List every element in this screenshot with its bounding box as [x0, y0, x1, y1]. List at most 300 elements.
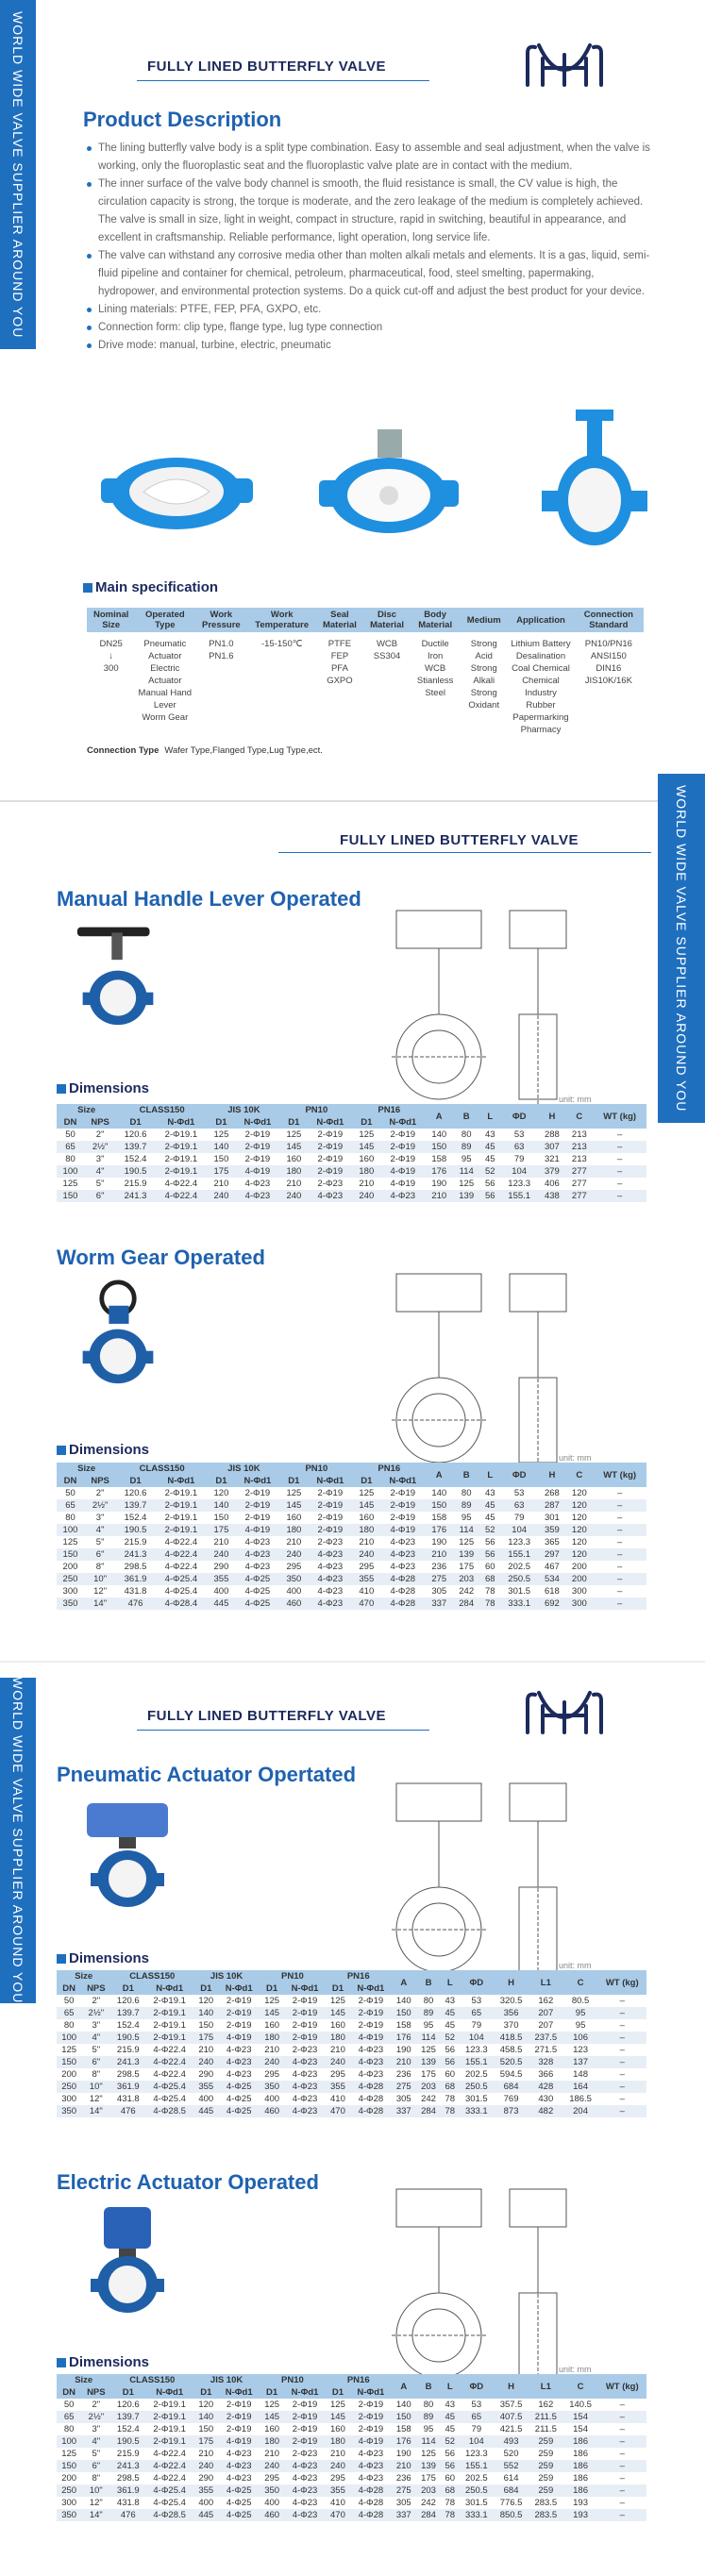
table-cell: 4" [81, 2032, 110, 2044]
col-head: H [538, 1463, 565, 1487]
table-cell: 186 [563, 2460, 598, 2472]
table-cell: 4-Φ22.4 [153, 2045, 186, 2055]
table-cell: 2-Φ19 [235, 1499, 280, 1512]
table-cell: 4-Φ23 [358, 2449, 384, 2459]
table-cell: 155.1 [500, 1548, 539, 1561]
table-cell: 125 [421, 2045, 436, 2055]
col-head: NPS [81, 1982, 110, 1995]
col-head: D1 [260, 2386, 284, 2399]
table-cell: 2-Φ19 [292, 2400, 318, 2410]
table-cell: 139.7 [110, 2007, 145, 2019]
table-row [57, 1536, 646, 1548]
table-cell: 2-Φ19.1 [155, 1165, 208, 1178]
table-cell: 202.5 [464, 2069, 488, 2080]
table-cell: 180 [353, 1524, 380, 1536]
table-cell: 95 [461, 1154, 472, 1164]
table-cell: 215.9 [124, 1537, 147, 1547]
table-cell: – [597, 2460, 646, 2472]
table-cell: 850.5 [494, 2509, 529, 2521]
table-cell: 241.3 [116, 1548, 155, 1561]
table-cell: 4-Φ23 [235, 1190, 280, 1202]
connection-type [87, 745, 323, 756]
col-head: PN10 [260, 2374, 326, 2386]
table-cell: 400 [264, 2498, 280, 2508]
table-cell: 2-Φ19 [226, 2020, 252, 2031]
table-cell: – [619, 2020, 625, 2031]
col-head: DN [57, 1475, 84, 1487]
table-cell: 4-Φ22.4 [153, 2449, 186, 2459]
table-cell: 79 [513, 1154, 525, 1164]
table-cell: 213 [571, 1129, 587, 1140]
col-head: D1 [193, 1982, 218, 1995]
table-cell: 2-Φ19.1 [155, 1524, 208, 1536]
table-row [57, 2007, 646, 2019]
table-cell: 3" [92, 2424, 101, 2434]
col-head: L [441, 2374, 459, 2399]
table-cell: 2-Φ19 [317, 1513, 344, 1523]
desc-paragraph: The inner surface of the valve body channel is smooth, the fluid resistance is small, the CV value is high, the circulation capacity is strong, the torque is moderate, and the zero leakage of the medium is completely achieved. The valve is small in size, light in weight, compact in structure, rapid in switching, beautiful in appearance, and excellent in craftsmanship. Reliable performance, light operation, long service life. [87, 176, 653, 247]
col-head: WT (kg) [593, 1104, 646, 1129]
table-cell: 290 [213, 1562, 229, 1572]
table-cell: 2-Φ19.1 [164, 1129, 198, 1140]
table-cell: 295 [330, 2473, 345, 2484]
table-cell: 300 [61, 2094, 77, 2104]
table-cell: 2" [92, 1996, 101, 2006]
table-cell: 65 [57, 1499, 84, 1512]
table-cell: – [597, 2081, 646, 2093]
table-cell: 2-Φ19 [218, 2411, 260, 2423]
table-cell: 2-Φ19 [358, 1996, 384, 2006]
table-cell: 155.1 [500, 1190, 539, 1202]
table-cell: 210 [198, 2449, 214, 2459]
table-cell: 2-Φ19.1 [164, 1488, 198, 1498]
table-cell: 2-Φ19 [308, 1499, 353, 1512]
table-cell: 290 [198, 2473, 214, 2484]
table-cell: 333.1 [500, 1597, 539, 1610]
table-cell: 78 [485, 1586, 495, 1597]
table-cell: 4-Φ23 [317, 1562, 344, 1572]
valve-photo [76, 2199, 179, 2321]
table-cell: 2-Φ19 [284, 2435, 326, 2448]
table-cell: 298.5 [116, 2069, 140, 2080]
table-cell: 43 [445, 1996, 456, 2006]
table-cell: 4-Φ23 [292, 2094, 318, 2104]
table-row [57, 2105, 646, 2117]
table-cell: 2-Φ19.1 [164, 1513, 198, 1523]
table-cell: 470 [326, 2509, 350, 2521]
page-title: FULLY LINED BUTTERFLY VALVE [147, 1708, 386, 1724]
col-head: D1 [116, 1116, 155, 1129]
table-cell: 618 [544, 1586, 560, 1597]
table-cell: 140 [431, 1488, 447, 1498]
table-cell: 873 [494, 2105, 529, 2117]
table-cell: 287 [538, 1499, 565, 1512]
table-cell: 594.5 [499, 2069, 523, 2080]
col-head: N-Φd1 [155, 1116, 208, 1129]
col-head: A [426, 1104, 453, 1129]
table-cell: 493 [494, 2435, 529, 2448]
table-cell: – [597, 2032, 646, 2044]
table-cell: 4-Φ23 [380, 1190, 426, 1202]
spec-cell: PN10/PN16 ANSI150 DIN16 JIS10K/16K [584, 639, 632, 686]
table-cell: 236 [431, 1562, 447, 1572]
col-head: DN [57, 2386, 81, 2399]
table-cell: 186 [563, 2484, 598, 2497]
table-row [57, 2056, 646, 2068]
col-head: H [494, 2374, 529, 2399]
table-cell: 275 [392, 2081, 416, 2093]
table-cell: 400 [286, 1586, 302, 1597]
table-cell: 445 [193, 2509, 218, 2521]
table-cell: 137 [563, 2056, 598, 2068]
table-cell: 4-Φ19 [218, 2032, 260, 2044]
table-cell: 95 [461, 1513, 472, 1523]
table-cell: 290 [198, 2069, 214, 2080]
table-cell: 445 [193, 2105, 218, 2117]
table-cell: 175 [421, 2473, 436, 2484]
table-cell: 242 [421, 2094, 436, 2104]
table-cell: 240 [193, 2056, 218, 2068]
table-cell: 190.5 [116, 1165, 155, 1178]
col-head: ΦD [459, 2374, 494, 2399]
page-title: FULLY LINED BUTTERFLY VALVE [147, 59, 386, 75]
table-cell: 4-Φ23 [390, 1562, 416, 1572]
table-cell: 300 [61, 2498, 77, 2508]
table-cell: 6" [84, 1190, 116, 1202]
table-cell: 45 [441, 2411, 459, 2423]
table-cell: 125 [359, 1488, 375, 1498]
table-cell: 210 [392, 2056, 416, 2068]
side-banner [658, 774, 705, 1123]
table-cell: 4-Φ23 [358, 2473, 384, 2484]
table-cell: 150 [57, 1548, 84, 1561]
table-cell: 120.6 [116, 2400, 140, 2410]
table-cell: 60 [485, 1562, 495, 1572]
table-cell: 2-Φ19 [317, 1488, 344, 1498]
table-cell: 95 [575, 2020, 586, 2031]
table-cell: – [617, 1154, 623, 1164]
table-cell: 140 [208, 1499, 235, 1512]
table-cell: 2" [95, 1488, 105, 1498]
col-head: N-Φd1 [380, 1475, 426, 1487]
table-cell: 139 [453, 1548, 480, 1561]
table-cell: 193 [563, 2509, 598, 2521]
table-cell: 114 [453, 1524, 480, 1536]
table-cell: 4-Φ23 [226, 2473, 252, 2484]
col-head: JIS 10K [193, 2374, 260, 2386]
col-head: D1 [116, 1475, 155, 1487]
table-cell: 12" [89, 2094, 103, 2104]
col-head: CLASS150 [110, 2374, 193, 2386]
col-head: L [441, 1970, 459, 1995]
table-cell: 355 [353, 1573, 380, 1585]
col-head: B [416, 2374, 441, 2399]
table-cell: 400 [213, 1586, 229, 1597]
table-cell: 259 [529, 2460, 563, 2472]
table-cell: 176 [426, 1524, 453, 1536]
spec-header-cell: Nominal Size [87, 608, 135, 632]
table-cell: 250.5 [500, 1573, 539, 1585]
table-cell: 123.3 [508, 1179, 531, 1189]
table-cell: 275 [392, 2484, 416, 2497]
table-row [57, 1524, 646, 1536]
table-cell: 200 [61, 2473, 77, 2484]
table-cell: 63 [500, 1499, 539, 1512]
table-cell: 2-Φ23 [317, 1179, 344, 1189]
table-cell: 4-Φ28.5 [145, 2509, 193, 2521]
table-cell: 240 [353, 1190, 380, 1202]
table-cell: 50 [65, 1129, 76, 1140]
table-cell: 4-Φ23 [284, 2081, 326, 2093]
table-cell: 210 [264, 2045, 280, 2055]
table-cell: 259 [538, 2473, 554, 2484]
spec-cell: PN1.0 PN1.6 [209, 639, 234, 661]
table-cell: 2½" [81, 2411, 110, 2423]
table-cell: 2-Φ19 [244, 1488, 271, 1498]
col-head: D1 [353, 1116, 380, 1129]
valve-photo [76, 1793, 179, 1915]
table-cell: 43 [485, 1129, 495, 1140]
table-cell: 150 [57, 2056, 81, 2068]
col-head: C [563, 2374, 598, 2399]
col-head: N-Φd1 [145, 2386, 193, 2399]
col-head: WT (kg) [593, 1463, 646, 1487]
table-cell: 407.5 [494, 2411, 529, 2423]
table-cell: 776.5 [499, 2498, 523, 2508]
col-head: ΦD [500, 1104, 539, 1129]
spec-cell: Lithium Battery Desalination Coal Chemical Chemical Industry Rubber Papermarking Pharmacy [511, 639, 571, 735]
col-head: N-Φd1 [218, 1982, 260, 1995]
table-cell: 79 [471, 2020, 482, 2031]
table-cell: 268 [544, 1488, 560, 1498]
table-cell: 240 [208, 1190, 235, 1202]
table-cell: 4-Φ19 [380, 1524, 426, 1536]
table-cell: 125 [359, 1129, 375, 1140]
page-separator [0, 800, 705, 802]
table-cell: 180 [353, 1165, 380, 1178]
table-cell: 288 [544, 1129, 560, 1140]
table-cell: 145 [280, 1141, 308, 1153]
table-cell: – [597, 2411, 646, 2423]
table-cell: 140.5 [569, 2400, 592, 2410]
table-cell: 204 [563, 2105, 598, 2117]
technical-drawing [387, 901, 585, 1118]
table-cell: 4-Φ25 [235, 1597, 280, 1610]
table-cell: 65 [459, 2007, 494, 2019]
col-head: C [563, 1970, 598, 1995]
table-cell: 476 [116, 1597, 155, 1610]
table-cell: 125 [61, 2045, 77, 2055]
table-cell: 152.4 [124, 1513, 147, 1523]
table-cell: 277 [565, 1165, 593, 1178]
table-cell: 52 [441, 2032, 459, 2044]
table-cell: 284 [416, 2105, 441, 2117]
table-cell: 534 [538, 1573, 565, 1585]
spec-header-cell: Work Temperature [247, 608, 315, 632]
table-cell: 210 [213, 1179, 229, 1189]
table-cell: 283.5 [529, 2509, 563, 2521]
table-row [57, 2423, 646, 2435]
col-head: JIS 10K [208, 1463, 280, 1475]
table-cell: 176 [392, 2435, 416, 2448]
table-cell: 210 [359, 1179, 375, 1189]
company-logo [522, 1689, 607, 1738]
title-underline [137, 80, 429, 81]
table-cell: 4-Φ23 [218, 2460, 260, 2472]
table-cell: 240 [326, 2460, 350, 2472]
table-cell: 120.6 [124, 1129, 147, 1140]
table-cell: 4-Φ25.4 [153, 2498, 186, 2508]
table-cell: 4-Φ19 [218, 2435, 260, 2448]
table-cell: 4-Φ25.4 [145, 2081, 193, 2093]
table-cell: 301.5 [464, 2498, 488, 2508]
main-spec-table [87, 608, 644, 742]
table-cell: 470 [326, 2105, 350, 2117]
table-cell: 120 [213, 1488, 229, 1498]
table-cell: 180 [326, 2032, 350, 2044]
valve-photo [66, 1279, 170, 1387]
table-cell: 80 [461, 1488, 472, 1498]
table-cell: – [597, 2435, 646, 2448]
table-cell: 190 [431, 1537, 447, 1547]
table-cell: 45 [485, 1513, 495, 1523]
table-cell: 56 [485, 1179, 495, 1189]
table-cell: 78 [441, 2105, 459, 2117]
table-cell: 295 [330, 2069, 345, 2080]
table-cell: 78 [480, 1597, 500, 1610]
table-cell: 4-Φ19 [350, 2435, 392, 2448]
product-description-heading: Product Description [83, 108, 282, 131]
table-cell: 242 [459, 1586, 475, 1597]
col-head: PN16 [353, 1463, 426, 1475]
table-cell: 4-Φ23 [350, 2056, 392, 2068]
col-head: JIS 10K [193, 1970, 260, 1982]
col-head: NPS [84, 1116, 116, 1129]
table-cell: 207 [538, 2020, 554, 2031]
table-cell: 242 [421, 2498, 436, 2508]
table-cell: 123.3 [464, 2449, 488, 2459]
table-cell: 614 [503, 2473, 519, 2484]
table-cell: 4-Φ22.4 [145, 2056, 193, 2068]
table-cell: 236 [395, 2069, 411, 2080]
table-cell: 2-Φ19 [308, 1524, 353, 1536]
col-head: CLASS150 [116, 1104, 208, 1116]
table-cell: 154 [573, 2424, 588, 2434]
table-cell: 160 [286, 1513, 302, 1523]
table-cell: 78 [445, 2498, 456, 2508]
table-cell: 250 [57, 1573, 84, 1585]
table-cell: 139.7 [116, 1141, 155, 1153]
table-cell: 4" [81, 2435, 110, 2448]
table-cell: 470 [353, 1597, 380, 1610]
dimensions-table [57, 2374, 646, 2521]
table-cell: 158 [431, 1154, 447, 1164]
section-title: Manual Handle Lever Operated [57, 887, 361, 911]
table-cell: 4-Φ23 [308, 1573, 353, 1585]
table-cell: 240 [193, 2460, 218, 2472]
table-cell: 4-Φ23 [292, 2498, 318, 2508]
col-head: PN10 [280, 1104, 353, 1116]
col-head: PN16 [353, 1104, 426, 1116]
valve-photo [66, 920, 170, 1029]
table-cell: – [619, 2069, 625, 2080]
table-cell: 160 [359, 1513, 375, 1523]
table-cell: 2-Φ19 [390, 1513, 416, 1523]
table-cell: 2-Φ19 [358, 2020, 384, 2031]
col-head: L [480, 1104, 500, 1129]
technical-drawing [387, 1774, 585, 1991]
table-cell: – [619, 2424, 625, 2434]
table-cell: 12" [89, 2498, 103, 2508]
table-cell: 482 [529, 2105, 563, 2117]
spec-header-cell: Body Material [411, 608, 460, 632]
table-cell: 250 [57, 2484, 81, 2497]
table-cell: 4" [84, 1165, 116, 1178]
table-cell: 320.5 [499, 1996, 523, 2006]
table-cell: 12" [93, 1586, 108, 1597]
table-cell: – [619, 2094, 625, 2104]
company-logo [522, 42, 607, 91]
table-cell: 154 [563, 2411, 598, 2423]
table-cell: 2-Φ19 [292, 1996, 318, 2006]
table-cell: 4-Φ23 [226, 2045, 252, 2055]
table-cell: 250.5 [459, 2081, 494, 2093]
spec-header-cell: Application [508, 608, 573, 632]
table-cell: 2-Φ19.1 [164, 1154, 198, 1164]
table-cell: 350 [260, 2484, 284, 2497]
table-cell: 3" [95, 1513, 105, 1523]
table-cell: 4-Φ25.4 [145, 2484, 193, 2497]
table-cell: 361.9 [110, 2484, 145, 2497]
table-row [57, 1129, 646, 1141]
table-cell: 355 [193, 2081, 218, 2093]
table-cell: 14" [84, 1597, 116, 1610]
table-cell: 333.1 [459, 2105, 494, 2117]
table-cell: 277 [565, 1190, 593, 1202]
table-cell: 45 [441, 2007, 459, 2019]
table-cell: 240 [208, 1548, 235, 1561]
table-cell: 301.5 [464, 2094, 488, 2104]
table-cell: – [593, 1499, 646, 1512]
table-cell: 160 [330, 2020, 345, 2031]
table-cell: 4-Φ23 [244, 1179, 271, 1189]
table-cell: 4-Φ23 [284, 2509, 326, 2521]
table-cell: 100 [57, 2435, 81, 2448]
table-cell: 295 [264, 2069, 280, 2080]
table-cell: – [597, 2509, 646, 2521]
table-cell: 431.8 [124, 1586, 147, 1597]
table-cell: 150 [392, 2007, 416, 2019]
table-cell: 361.9 [110, 2081, 145, 2093]
table-cell: – [593, 1597, 646, 1610]
table-cell: 438 [538, 1190, 565, 1202]
table-cell: 295 [264, 2473, 280, 2484]
table-row [57, 2399, 646, 2411]
table-cell: 158 [395, 2020, 411, 2031]
spec-header-cell: Work Pressure [194, 608, 247, 632]
table-row [57, 1141, 646, 1153]
table-cell: 4-Φ23 [284, 2484, 326, 2497]
table-cell: 52 [480, 1165, 500, 1178]
table-cell: 250 [57, 2081, 81, 2093]
spec-cell: DN25 ↓ 300 [99, 639, 123, 674]
table-cell: 241.3 [110, 2056, 145, 2068]
table-cell: – [619, 1996, 625, 2006]
table-cell: 4-Φ25.4 [164, 1586, 198, 1597]
table-cell: 236 [395, 2473, 411, 2484]
table-row [57, 1153, 646, 1165]
table-cell: 328 [529, 2056, 563, 2068]
